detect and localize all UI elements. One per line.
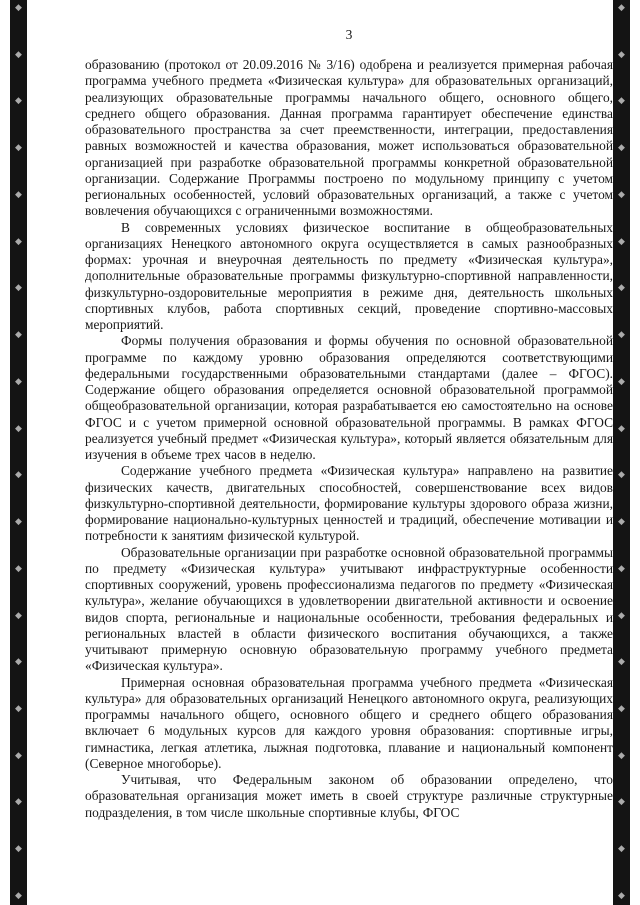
diamond-icon: ◆	[618, 470, 625, 481]
diamond-icon: ◆	[15, 470, 22, 481]
diamond-icon: ◆	[15, 517, 22, 528]
diamond-icon: ◆	[15, 750, 22, 761]
diamond-icon: ◆	[15, 283, 22, 294]
diamond-icon: ◆	[618, 890, 625, 901]
paragraph: образованию (протокол от 20.09.2016 № 3/16) одобрена и реализуется примерная рабочая программа учебного предмета «Физическая культура» для образовательных организаций, реализующих образовательные программы начального общего, основного общего, среднего общего образования. Данная программа гарантирует обеспечение единства образовательного пространства за счет преемственности, интеграции, предоставления равных возможностей и качества образования, может использоваться образовательной организацией при разработке образовательной программы конкретной образовательной организации. Содержание Программы построено по модульному принципу с учетом региональных особенностей, условий образовательных организаций, а также с учетом вовлечения обучающихся с ограниченными возможностями.	[85, 57, 613, 219]
diamond-icon: ◆	[15, 96, 22, 107]
diamond-icon: ◆	[618, 96, 625, 107]
paragraph: В современных условиях физическое воспитание в общеобразовательных организациях Ненецкого автономного округа осуществляется в самых разнообразных формах: урочная и внеурочная деятельность по предмету «Физическая культура», дополнительные образовательные программы физкультурно-спортивной направленности, физкультурно-оздоровительные мероприятия в режиме дня, деятельность школьных спортивных клубов, работа спортивных секций, проведение спортивно-массовых мероприятий.	[85, 219, 613, 332]
diamond-icon: ◆	[15, 330, 22, 341]
diamond-icon: ◆	[618, 844, 625, 855]
paragraph: Содержание учебного предмета «Физическая культура» направлено на развитие физических качеств, двигательных способностей, совершенствование всех видов физкультурно-спортивной деятельности, формирование культуры здорового образа жизни, формирование национально-культурных ценностей и традиций, обеспечение мотивации и потребности к занятиям физической культурой.	[85, 463, 613, 544]
diamond-icon: ◆	[618, 750, 625, 761]
paragraph: Образовательные организации при разработке основной образовательной программы по предмету «Физическая культура» учитывают инфраструктурные особенности спортивных сооружений, уровень профессионализма педагогов по предмету «Физическая культура», желание обучающихся в удовлетворении двигательной активности и освоение видов спорта, региональные и национальные особенности, требования федеральных и региональных властей в области физического воспитания обучающихся, а также учитывают примерную основную образовательную программу учебного предмета «Физическая культура».	[85, 544, 613, 674]
diamond-icon: ◆	[15, 236, 22, 247]
diamond-icon: ◆	[618, 797, 625, 808]
text-column	[85, 0, 613, 821]
paragraph: Формы получения образования и формы обучения по основной образовательной программе по каждому уровню образования определяются соответствующими федеральными государственными образовательными стандартами (далее – ФГОС). Содержание общего образования определяется основной образовательной программой общеобразовательной организации, которая разрабатывается ею самостоятельно на основе ФГОС и с учетом примерной основной образовательной программы. В рамках ФГОС реализуется учебный предмет «Физическая культура», который является обязательным для изучения в объеме трех часов в неделю.	[85, 333, 613, 462]
page-number: 3	[345, 27, 353, 42]
diamond-icon: ◆	[618, 704, 625, 715]
diamond-icon: ◆	[15, 189, 22, 200]
page-border-right	[613, 0, 630, 905]
diamond-icon: ◆	[618, 49, 625, 60]
diamond-icon: ◆	[618, 143, 625, 154]
diamond-icon: ◆	[15, 844, 22, 855]
diamond-icon: ◆	[618, 236, 625, 247]
diamond-icon: ◆	[618, 610, 625, 621]
diamond-icon: ◆	[15, 143, 22, 154]
diamond-icon: ◆	[15, 890, 22, 901]
diamond-icon: ◆	[15, 49, 22, 60]
diamond-icon: ◆	[618, 563, 625, 574]
diamond-icon: ◆	[618, 3, 625, 13]
diamond-icon: ◆	[15, 797, 22, 808]
paragraph: Учитывая, что Федеральным законом об образовании определено, что образовательная организация может иметь в своей структуре различные структурные подразделения, в том числе школьные спортивные клубы, ФГОС	[85, 772, 613, 820]
diamond-icon: ◆	[15, 3, 22, 13]
diamond-icon: ◆	[618, 283, 625, 294]
page-border-left	[10, 0, 27, 905]
diamond-icon: ◆	[618, 330, 625, 341]
diamond-icon: ◆	[618, 376, 625, 387]
diamond-icon: ◆	[15, 376, 22, 387]
paragraph: Примерная основная образовательная программа учебного предмета «Физическая культура» для образовательных организаций Ненецкого автономного округа, реализующих программы начального общего, основного общего и среднего общего образования включает 6 модульных курсов для каждого уровня образования: спортивные игры, гимнастика, легкая атлетика, лыжная подготовка, плавание и национальный компонент (Северное многоборье).	[85, 674, 613, 771]
diamond-icon: ◆	[15, 610, 22, 621]
diamond-icon: ◆	[618, 189, 625, 200]
diamond-icon: ◆	[15, 423, 22, 434]
diamond-icon: ◆	[618, 423, 625, 434]
diamond-icon: ◆	[15, 657, 22, 668]
diamond-icon: ◆	[618, 657, 625, 668]
diamond-icon: ◆	[15, 704, 22, 715]
document-body	[85, 57, 613, 821]
diamond-icon: ◆	[618, 517, 625, 528]
diamond-icon: ◆	[15, 563, 22, 574]
